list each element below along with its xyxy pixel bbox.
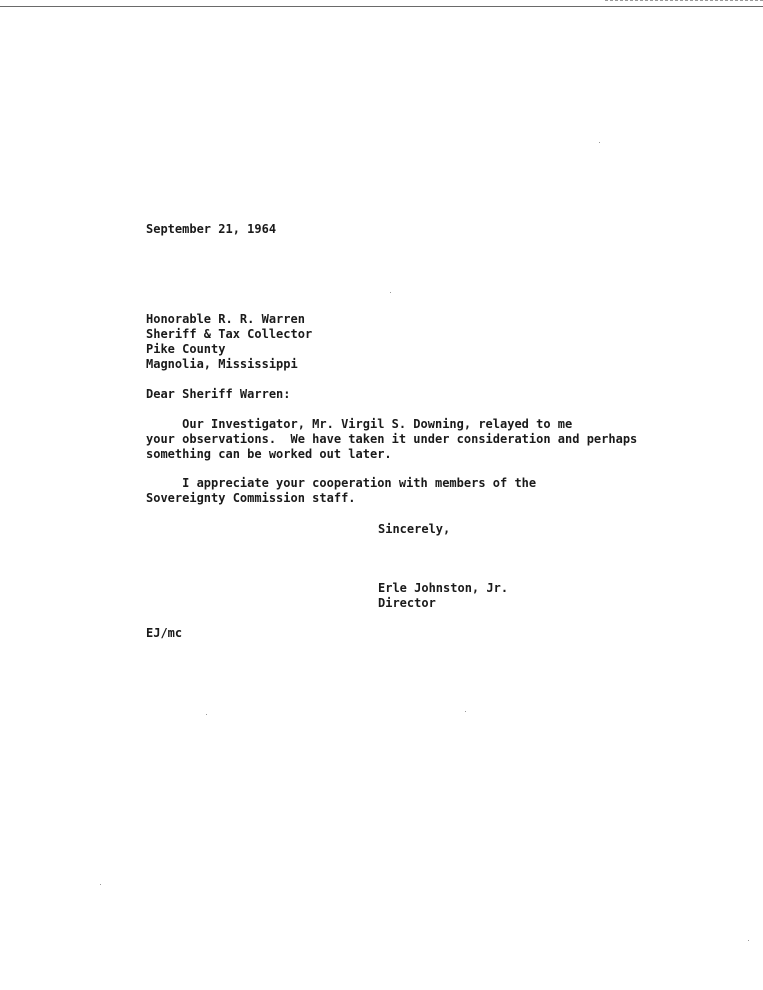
top-edge-line bbox=[0, 6, 763, 7]
paper-speck bbox=[748, 940, 749, 941]
address-line-1: Honorable R. R. Warren bbox=[146, 312, 305, 326]
address-line-3: Pike County bbox=[146, 342, 226, 356]
paragraph-1-line-1: Our Investigator, Mr. Virgil S. Downing, relayed to me bbox=[146, 417, 573, 431]
salutation: Dear Sheriff Warren: bbox=[146, 387, 291, 401]
complimentary-close: Sincerely, bbox=[378, 522, 451, 536]
paper-speck bbox=[465, 711, 466, 712]
top-edge-dashes bbox=[605, 0, 763, 1]
address-line-4: Magnolia, Mississippi bbox=[146, 357, 298, 371]
signer-name: Erle Johnston, Jr. bbox=[378, 581, 509, 595]
paper-speck bbox=[599, 142, 600, 143]
paper-speck bbox=[206, 714, 207, 715]
signer-title: Director bbox=[378, 596, 436, 610]
paragraph-2-line-2: Sovereignty Commission staff. bbox=[146, 491, 356, 505]
letter-date: September 21, 1964 bbox=[146, 222, 277, 236]
paper-speck bbox=[390, 292, 391, 293]
reference-initials: EJ/mc bbox=[146, 626, 183, 640]
paragraph-2-line-1: I appreciate your cooperation with members of the bbox=[146, 476, 537, 490]
paragraph-1-line-3: something can be worked out later. bbox=[146, 447, 392, 461]
paragraph-1-line-2: your observations. We have taken it under consideration and perhaps bbox=[146, 432, 638, 446]
paper-speck bbox=[100, 884, 101, 885]
address-line-2: Sheriff & Tax Collector bbox=[146, 327, 313, 341]
